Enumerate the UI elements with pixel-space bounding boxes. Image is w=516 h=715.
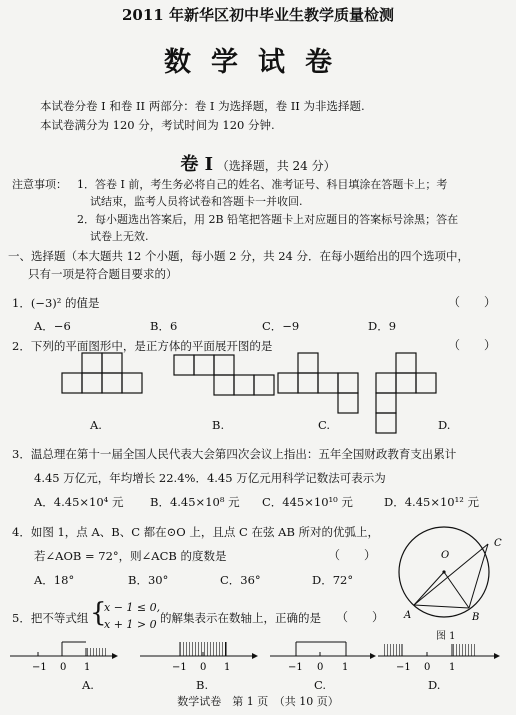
q3-line-2: 4.45 万亿元，年均增长 22.4%．4.45 万亿元用科学记数法可表示为	[34, 471, 386, 485]
q5-d-tick-neg1: −1	[396, 662, 411, 673]
q5-option-c: C.	[314, 678, 327, 692]
q1-stem: 1．(−3)² 的值是	[12, 296, 100, 310]
q5-answer-paren: （ ）	[336, 610, 385, 624]
section-subtitle: （选择题，共 24 分）	[216, 159, 336, 173]
q2-option-b: B.	[212, 418, 225, 432]
q5-ineq-1: x − 1 ≤ 0,	[104, 601, 161, 614]
intro-line-2: 本试卷满分为 120 分，考试时间为 120 分钟.	[40, 118, 275, 132]
q5-brace: {	[90, 598, 107, 628]
q4-line-2: 若∠AOB = 72°，则∠ACB 的度数是	[34, 549, 227, 563]
q5-suffix: 的解集表示在数轴上，正确的是	[160, 611, 321, 625]
q5-option-b: B.	[196, 678, 209, 692]
q4-answer-paren: （ ）	[328, 548, 377, 562]
q3-line-1: 3．温总理在第十一届全国人民代表大会第四次会议上指出：五年全国财政教育支出累计	[12, 447, 457, 461]
q5-c-tick-neg1: −1	[288, 662, 303, 673]
note-2-line-1: 2．每小题选出答案后，用 2B 铅笔把答题卡上对应题目的答案标号涂黑；答在	[77, 213, 459, 226]
q3-option-d: D．4.45×10¹² 元	[384, 495, 479, 509]
q3-option-b: B．4.45×10⁸ 元	[150, 495, 240, 509]
q5-a-tick-0: 0	[60, 662, 67, 673]
q5-b-tick-0: 0	[200, 662, 207, 673]
intro-line-1: 本试卷分卷 I 和卷 II 两部分：卷 I 为选择题，卷 II 为非选择题.	[40, 99, 365, 113]
q5-line-b	[140, 642, 258, 673]
q5-line-c	[270, 642, 376, 673]
q4-figure-caption: 图 1	[436, 631, 456, 642]
q4-option-c: C．36°	[220, 573, 261, 587]
part-one-line-1: 一、选择题（本大题共 12 个小题，每小题 2 分，共 24 分．在每小题给出的四个选项中，	[8, 249, 470, 263]
q5-number-lines	[0, 638, 516, 682]
q5-line-a	[10, 642, 118, 673]
note-1-line-1: 1．答卷 I 前，考生务必将自己的姓名、准考证号、科目填涂在答题卡上；考	[77, 178, 448, 191]
section-name: 卷 I	[180, 154, 214, 175]
note-2-line-2: 试卷上无效.	[90, 230, 149, 243]
q2-net-c	[278, 353, 358, 413]
q2-option-a: A.	[90, 418, 102, 432]
q4-label-o: O	[441, 550, 450, 561]
q5-line-d	[378, 644, 500, 673]
q3-option-c: C．445×10¹⁰ 元	[262, 495, 353, 509]
notes-label: 注意事项：	[12, 178, 67, 191]
q1-answer-paren: （ ）	[448, 295, 497, 309]
q2-net-b	[174, 355, 274, 395]
q1-option-c: C．−9	[262, 319, 300, 333]
q2-answer-paren: （ ）	[448, 338, 497, 352]
q2-stem: 2．下列的平面图形中，是正方体的平面展开图的是	[12, 339, 273, 353]
part-one-line-2: 只有一项是符合题目要求的）	[28, 267, 178, 281]
q5-d-tick-1: 1	[449, 662, 456, 673]
q5-b-tick-neg1: −1	[172, 662, 187, 673]
q4-label-b: B	[472, 612, 480, 623]
q4-label-a: A	[404, 610, 412, 621]
page-footer: 数学试卷 第 1 页 （共 10 页）	[177, 695, 339, 708]
q5-option-a: A.	[82, 678, 94, 692]
q4-line-1: 4．如图 1，点 A、B、C 都在⊙O 上，且点 C 在弦 AB 所对的优弧上，	[12, 525, 380, 539]
q2-net-d	[376, 353, 436, 433]
q4-figure-circle	[394, 522, 512, 626]
q5-a-tick-1: 1	[84, 662, 91, 673]
q5-d-tick-0: 0	[424, 662, 431, 673]
q1-option-b: B．6	[150, 319, 178, 333]
q4-option-b: B．30°	[128, 573, 169, 587]
q5-b-tick-1: 1	[224, 662, 231, 673]
q5-c-tick-0: 0	[317, 662, 324, 673]
q1-option-d: D．9	[368, 319, 397, 333]
q5-c-tick-1: 1	[342, 662, 349, 673]
q3-option-a: A．4.45×10⁴ 元	[34, 495, 124, 509]
q2-option-c: C.	[318, 418, 331, 432]
exam-header: 2011 年新华区初中毕业生教学质量检测	[122, 6, 394, 24]
q1-option-a: A．−6	[34, 319, 71, 333]
q5-ineq-2: x + 1 > 0	[104, 618, 157, 631]
q5-a-tick-neg1: −1	[32, 662, 47, 673]
q4-option-a: A．18°	[34, 573, 75, 587]
exam-title: 数学试卷	[164, 47, 352, 78]
q2-net-a	[62, 353, 142, 393]
q5-option-d: D.	[428, 678, 441, 692]
q4-option-d: D．72°	[312, 573, 354, 587]
q5-prefix: 5．把不等式组	[12, 611, 89, 625]
note-1-line-2: 试结束，监考人员将试卷和答题卡一并收回.	[90, 195, 303, 208]
q2-option-d: D.	[438, 418, 451, 432]
q4-label-c: C	[494, 538, 502, 549]
section-title	[0, 150, 516, 176]
